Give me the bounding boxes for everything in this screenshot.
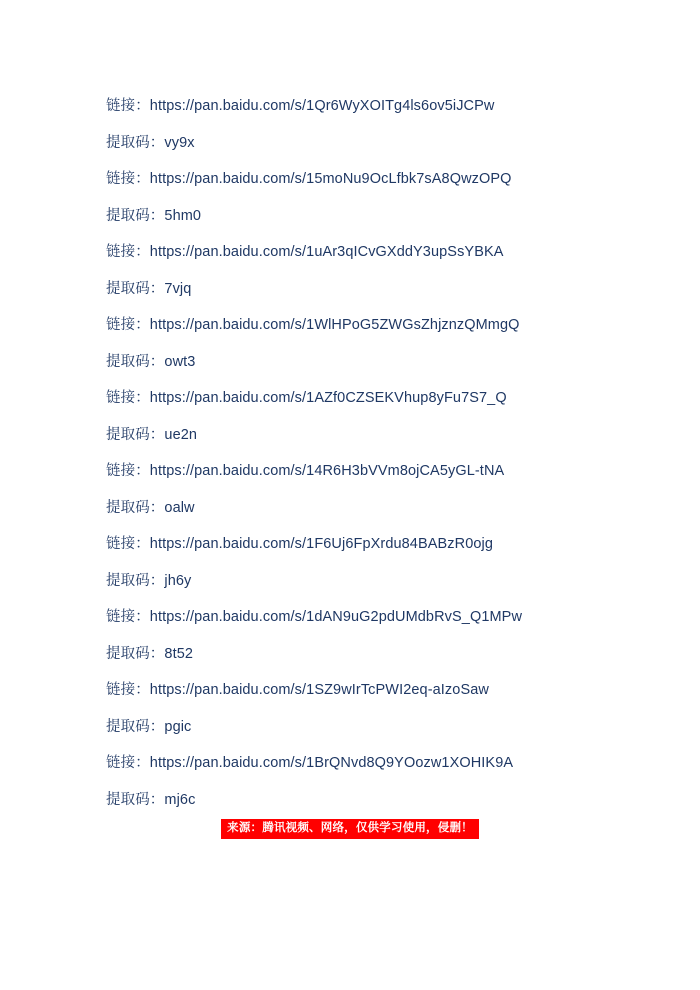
extraction-code: 提取码：vy9x: [106, 134, 195, 151]
footer-note-container: [0, 818, 700, 839]
extraction-code: 提取码：ue2n: [106, 426, 198, 443]
source-disclaimer-badge: 来源：腾讯视频、网络，仅供学习使用，侵删！: [221, 819, 479, 839]
extraction-code: 提取码：mj6c: [106, 791, 196, 808]
share-link[interactable]: 链接：https://pan.baidu.com/s/1Qr6WyXOITg4ls6ov5iJCPw: [106, 98, 495, 114]
extraction-code: 提取码：5hm0: [106, 207, 202, 224]
share-link[interactable]: 链接：https://pan.baidu.com/s/1BrQNvd8Q9YOozw1XOHIK9A: [106, 755, 514, 771]
extraction-code: 提取码：8t52: [106, 645, 194, 662]
share-link[interactable]: 链接：https://pan.baidu.com/s/1SZ9wIrTcPWI2eq-aIzoSaw: [106, 682, 489, 698]
share-link[interactable]: 链接：https://pan.baidu.com/s/15moNu9OcLfbk7sA8QwzOPQ: [106, 171, 512, 187]
link-list: [106, 88, 606, 818]
share-link[interactable]: 链接：https://pan.baidu.com/s/1AZf0CZSEKVhup8yFu7S7_Q: [106, 390, 507, 406]
extraction-code: 提取码：pgic: [106, 718, 192, 735]
share-link[interactable]: 链接：https://pan.baidu.com/s/14R6H3bVVm8ojCA5yGL-tNA: [106, 463, 505, 479]
extraction-code: 提取码：7vjq: [106, 280, 192, 297]
share-link[interactable]: 链接：https://pan.baidu.com/s/1WlHPoG5ZWGsZhjznzQMmgQ: [106, 317, 520, 333]
extraction-code: 提取码：owt3: [106, 353, 196, 370]
share-link[interactable]: 链接：https://pan.baidu.com/s/1dAN9uG2pdUMdbRvS_Q1MPw: [106, 609, 523, 625]
extraction-code: 提取码：oalw: [106, 499, 195, 516]
share-link[interactable]: 链接：https://pan.baidu.com/s/1F6Uj6FpXrdu84BABzR0ojg: [106, 536, 494, 552]
extraction-code: 提取码：jh6y: [106, 572, 192, 589]
share-link[interactable]: 链接：https://pan.baidu.com/s/1uAr3qICvGXddY3upSsYBKA: [106, 244, 504, 260]
